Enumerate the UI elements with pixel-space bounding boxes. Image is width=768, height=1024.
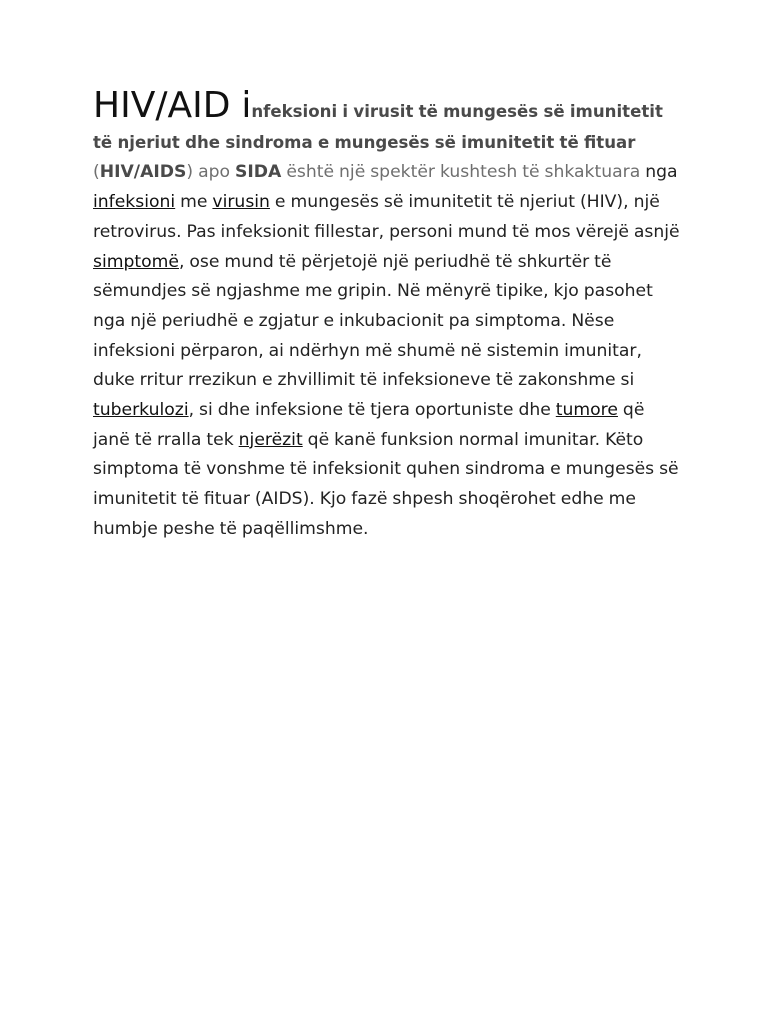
article-text [93,85,681,545]
text-fragment: ( [93,162,100,183]
text-fragment: e mungesës së imunitetit të njeriut (HIV), një retrovirus. Pas infeksionit fillestar, personi mund të mos vërejë asnjë [93,192,680,242]
text-fragment: ) apo [186,162,236,183]
link-simptome[interactable]: simptomë [93,251,179,272]
text-fragment: që janë të rralla tek [93,400,645,450]
link-tumore[interactable]: tumore [555,400,618,421]
heading-bold-lead: nfeksioni i virusit të mungesës së imunitetit të njeriut dhe sindroma e mungesës së imunitetit të fituar [93,102,663,152]
text-fragment: që kanë funksion normal imunitar. Këto simptoma të vonshme të infeksionit quhen sindroma e mungesës së imunitetit të fituar (AIDS). Kjo fazë shpesh shoqërohet edhe me humbje peshe të paqëllimshme. [93,429,679,539]
link-tuberkulozi[interactable]: tuberkulozi [93,400,189,421]
text-fragment: me [175,192,213,213]
text-fragment: nga [645,162,678,183]
heading-large-text: HIV/AID i [93,85,252,126]
link-virusin[interactable]: virusin [212,192,270,213]
link-infeksioni[interactable]: infeksioni [93,192,176,213]
abbreviation-hiv-aids: HIV/AIDS [99,162,187,183]
abbreviation-sida: SIDA [235,162,282,183]
text-fragment: , si dhe infeksione të tjera oportuniste dhe [188,400,556,421]
text-fragment: , ose mund të përjetojë një periudhë të shkurtër të sëmundjes së ngjashme me gripin. Në mënyrë tipike, kjo pasohet nga një periudhë e zgjatur e inkubacionit pa simptoma. Nëse infeksioni përparon, ai ndërhyn më shumë në sistemin imunitar, duke rritur rrezikun e zhvillimit të infeksioneve të zakonshme si [93,251,653,391]
text-fragment: është një spektër kushtesh të shkaktuara [281,162,646,183]
link-njerezit[interactable]: njerëzit [238,429,303,450]
